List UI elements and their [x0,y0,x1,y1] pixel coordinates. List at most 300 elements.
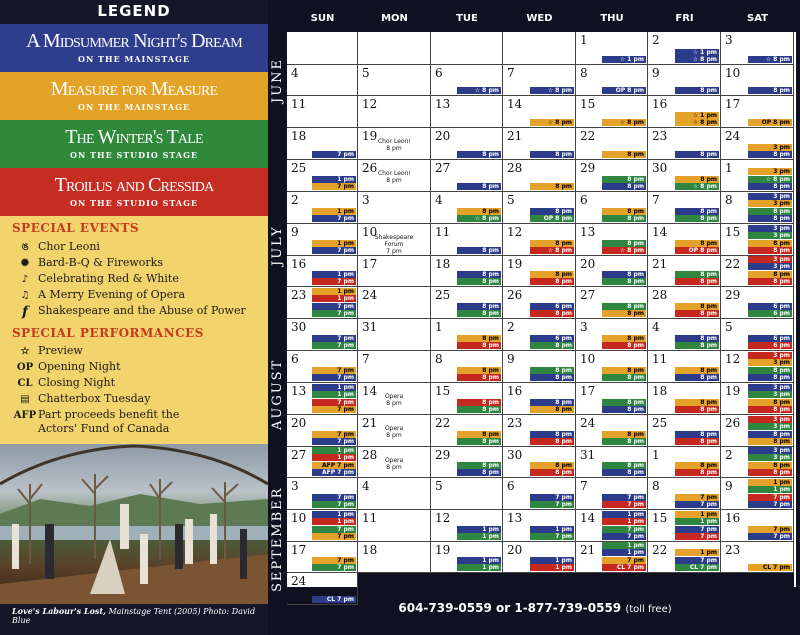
special-events-heading: SPECIAL EVENTS [12,221,140,235]
play-troilus [0,168,268,216]
day-cell [431,256,503,287]
day-cell [431,447,503,478]
performance-bar: ☆ 1 pm [602,56,646,63]
performance-bar: 8 pm [530,240,574,247]
day-number: 14 [507,97,523,111]
performance-bar: 8 pm [602,469,646,476]
day-header-fri: FRI [675,13,694,24]
performance-bar: 8 pm [675,151,719,158]
day-cell [503,32,576,65]
performance-bar: 1 pm [312,295,356,302]
day-number: 23 [652,129,668,143]
day-number: 29 [725,288,741,302]
day-number: 14 [652,225,668,239]
day-header-sat: SAT [747,13,768,24]
performance-bar: 3 pm [748,391,792,398]
performance-bar: 8 pm [675,406,719,413]
performance-bar: 1 pm [675,549,719,556]
performance-bar: 3 pm [748,256,792,263]
performance-bar: 7 pm [312,278,356,285]
day-cell [503,447,576,478]
day-cell [576,478,648,510]
day-number: 26 [507,288,523,302]
day-header-mon: MON [381,13,408,24]
day-number: 10 [725,66,741,80]
day-cell [287,510,358,542]
day-cell [431,32,503,65]
day-cell [503,192,576,224]
special-event-label: Chor Leoni 8 pm [377,170,411,184]
day-number: 3 [291,479,299,493]
performance-bar: 1 pm [312,176,356,183]
chor-leoni-icon: ঙ [21,242,29,253]
day-cell [721,383,794,415]
day-number: 24 [580,416,596,430]
performance-bar: 8 pm [602,374,646,381]
day-cell [576,65,648,96]
performance-bar: 3 pm [748,168,792,175]
day-number: 28 [362,448,378,462]
performance-bar: 7 pm [312,151,356,158]
day-number: 18 [652,384,668,398]
special-event-label: Opera 8 pm [384,425,404,439]
performance-bar: 8 pm [748,399,792,406]
performance-bar: 8 pm [675,431,719,438]
day-cell [576,96,648,128]
day-cell [287,447,358,478]
day-number: 27 [291,448,307,462]
day-cell [431,224,503,256]
performance-bar: 8 pm [530,431,574,438]
performance-bar: 7 pm [675,494,719,501]
performance-bar: 8 pm [457,367,501,374]
performance-bar: 8 pm [602,438,646,445]
event-row: ✺ Bard-B-Q & Fireworks [12,256,163,271]
day-number: 18 [435,257,451,271]
performance-bar: 8 pm [457,406,501,413]
day-number: 13 [435,97,451,111]
day-number: 21 [580,543,596,557]
performance-bar: 1 pm [602,542,646,549]
day-number: 12 [362,97,378,111]
day-cell [648,32,721,65]
day-cell [648,96,721,128]
day-number: 23 [291,288,307,302]
day-number: 9 [507,352,515,366]
day-number: 4 [652,320,660,334]
performance-bar: 8 pm [675,462,719,469]
performance-bar: ☆ 8 pm [675,119,719,126]
performance-bar: 8 pm [748,151,792,158]
performance-bar: 8 pm [675,374,719,381]
performance-bar: 8 pm [457,374,501,381]
day-cell [358,65,431,96]
day-number: 2 [652,33,660,47]
day-cell [721,65,794,96]
day-cell [576,32,648,65]
day-number: 17 [362,257,378,271]
performance-bar: 7 pm [312,310,356,317]
performance-bar: 8 pm [457,208,501,215]
day-cell [648,65,721,96]
day-cell [287,65,358,96]
performance-bar: 7 pm [312,533,356,540]
performance-bar: 6 pm [748,310,792,317]
day-cell [576,160,648,192]
day-number: 15 [435,384,451,398]
performance-bar: 3 pm [748,352,792,359]
day-number: 4 [291,66,299,80]
performance-bar: 8 pm [602,208,646,215]
performance-bar: 3 pm [748,193,792,200]
day-number: 6 [435,66,443,80]
legend-panel [0,0,268,635]
performance-bar: ☆ 8 pm [530,87,574,94]
day-number: 6 [507,479,515,493]
performance-bar: 3 pm [748,447,792,454]
performance-bar: ☆ 8 pm [602,119,646,126]
play-stage: ON THE STUDIO STAGE [69,150,199,160]
performance-bar: 7 pm [602,494,646,501]
day-cell [431,96,503,128]
performance-bar: 1 pm [312,288,356,295]
day-cell [503,96,576,128]
performance-bar: 8 pm [457,431,501,438]
performance-bar: 8 pm [748,247,792,254]
performance-bar: 1 pm [312,208,356,215]
performance-bar: 8 pm [530,151,574,158]
day-number: 7 [580,479,588,493]
performance-bar: 1 pm [675,518,719,525]
day-number: 14 [580,511,596,525]
day-number: 25 [652,416,668,430]
day-number: 24 [291,574,307,588]
day-cell [503,319,576,351]
performance-bar: 8 pm [675,176,719,183]
day-cell [287,128,358,160]
day-number: 27 [435,161,451,175]
day-number: 21 [507,129,523,143]
performance-bar: 8 pm [748,183,792,190]
performance-bar: 1 pm [312,240,356,247]
day-cell [648,383,721,415]
day-cell [721,32,794,65]
performance-bar: 8 pm [675,310,719,317]
performance-bar: 8 pm [675,271,719,278]
day-number: 29 [580,161,596,175]
day-cell [287,415,358,447]
day-number: 31 [362,320,378,334]
day-cell [576,319,648,351]
day-number: 1 [652,448,660,462]
day-number: 20 [435,129,451,143]
day-number: 16 [725,511,741,525]
day-number: 4 [362,479,370,493]
day-number: 5 [362,66,370,80]
day-cell [358,351,431,383]
day-cell [503,224,576,256]
performance-bar: 7 pm [312,367,356,374]
day-number: 26 [725,416,741,430]
day-number: 17 [291,543,307,557]
day-number: 13 [291,384,307,398]
performance-bar: 7 pm [312,406,356,413]
day-header-tue: TUE [456,13,478,24]
day-cell [431,510,503,542]
day-header-wed: WED [526,13,553,24]
day-cell [287,351,358,383]
performance-bar: 8 pm [530,208,574,215]
performance-bar: 8 pm [457,310,501,317]
performance-bar: 8 pm [457,438,501,445]
day-number: 8 [435,352,443,366]
performance-bar: 8 pm [530,406,574,413]
performance-bar: 7 pm [602,533,646,540]
day-header-sun: SUN [310,13,335,24]
day-number: 18 [291,129,307,143]
day-cell [287,478,358,510]
day-cell [576,351,648,383]
day-number: 10 [580,352,596,366]
performance-bar: 1 pm [457,564,501,571]
day-cell [503,256,576,287]
day-number: 25 [291,161,307,175]
book-icon: ▤ [20,394,30,405]
performance-bar: 8 pm [457,247,501,254]
performance-bar: 7 pm [312,183,356,190]
star-icon: ☆ [20,346,30,357]
day-cell [721,160,794,192]
day-cell [431,478,503,510]
day-cell [576,542,648,573]
performance-bar: 1 pm [602,511,646,518]
day-cell [287,160,358,192]
day-cell [503,510,576,542]
day-cell [287,542,358,573]
performance-bar: 1 pm [312,518,356,525]
wine-glass-icon: ♪ [21,274,29,285]
day-number: 30 [652,161,668,175]
performance-bar: 7 pm [312,526,356,533]
day-cell [648,287,721,319]
performance-bar: ☆ 8 pm [530,119,574,126]
day-cell [648,192,721,224]
day-number: 30 [291,320,307,334]
performance-bar: CL 7 pm [602,564,646,571]
calendar-grid [287,32,796,603]
day-number: 16 [652,97,668,111]
day-number: 9 [652,66,660,80]
day-cell [503,65,576,96]
day-number: 14 [362,384,378,398]
performance-bar: 1 pm [312,447,356,454]
day-cell [503,478,576,510]
day-cell [576,415,648,447]
day-number: 11 [652,352,668,366]
performance-bar: 1 pm [312,384,356,391]
special-event-label: Chor Leoni 8 pm [377,138,411,152]
performance-bar: CL 7 pm [312,596,356,603]
day-number: 15 [725,225,741,239]
day-cell [358,96,431,128]
performance-bar: 3 pm [748,263,792,270]
performance-bar: OP 8 pm [530,215,574,222]
photo-caption: Love's Labour's Lost, Mainstage Tent (2005) Photo: David Blue [12,606,256,625]
day-cell [648,542,721,573]
performance-bar: 6 pm [530,335,574,342]
day-number: 5 [725,320,733,334]
performance-bar: 8 pm [602,183,646,190]
day-number: 19 [435,543,451,557]
event-row: ঙ Chor Leoni [12,240,100,255]
play-midsummer [0,24,268,72]
performance-bar: 8 pm [602,176,646,183]
special-event-label: Shakespeare Forum 7 pm [374,234,414,255]
performance-bar: 7 pm [312,247,356,254]
performance-bar: 8 pm [602,310,646,317]
day-cell [721,96,794,128]
performance-bar: 8 pm [457,469,501,476]
day-cell [287,96,358,128]
performance-bar: 7 pm [312,438,356,445]
performance-bar: 8 pm [675,215,719,222]
play-title: Measure for Measure [50,78,218,100]
play-measure [0,72,268,120]
production-photo [0,444,268,604]
performance-bar: ☆ 8 pm [748,176,792,183]
performance-bar: AFP 7 pm [312,462,356,469]
performance-bar: 3 pm [748,144,792,151]
day-cell [721,128,794,160]
performance-bar: OP 8 pm [602,87,646,94]
day-cell [358,256,431,287]
day-number: 27 [580,288,596,302]
performance-bar: OP 8 pm [748,119,792,126]
performance-bar: CL 7 pm [675,564,719,571]
performance-bar: 7 pm [530,533,574,540]
fireworks-icon: ✺ [20,258,30,269]
performance-bar: 3 pm [748,416,792,423]
event-row: ♫ A Merry Evening of Opera [12,288,185,303]
performance-bar: 8 pm [457,278,501,285]
day-number: 19 [507,257,523,271]
performance-bar: 8 pm [457,151,501,158]
play-stage: ON THE STUDIO STAGE [69,198,199,208]
day-number: 23 [507,416,523,430]
performance-bar: 8 pm [675,342,719,349]
performance-bar: 8 pm [675,469,719,476]
day-cell [721,192,794,224]
day-cell [648,160,721,192]
day-number: 2 [507,320,515,334]
day-number: 15 [652,511,668,525]
performance-bar: 7 pm [312,215,356,222]
perf-row: AFP Part proceeds benefit the [13,408,180,421]
day-number: 9 [725,479,733,493]
day-cell [431,542,503,573]
phone-line: 604-739-0559 or 1-877-739-0559 (toll free) [398,601,672,615]
day-header-thu: THU [600,13,624,24]
performance-bar: 7 pm [312,374,356,381]
performance-bar: 1 pm [457,533,501,540]
day-cell [648,415,721,447]
performance-bar: 8 pm [748,431,792,438]
day-cell [287,192,358,224]
day-cell [721,224,794,256]
performance-bar: 1 pm [530,564,574,571]
performance-bar: 7 pm [312,431,356,438]
day-number: 6 [580,193,588,207]
performance-bar: 8 pm [675,278,719,285]
day-cell [431,192,503,224]
day-cell [576,224,648,256]
performance-bar: ☆ 8 pm [602,247,646,254]
day-number: 22 [435,416,451,430]
month-label-august: AUGUST [270,358,285,430]
performance-bar: 1 pm [312,391,356,398]
performance-bar: 8 pm [602,215,646,222]
performance-bar: 8 pm [675,335,719,342]
performance-bar: 1 pm [602,549,646,556]
day-cell [576,256,648,287]
month-label-july: JULY [270,225,285,267]
day-number: 18 [362,543,378,557]
performance-bar: 1 pm [602,518,646,525]
month-label-june: JUNE [270,57,285,103]
day-cell [721,447,794,478]
quill-icon: f [21,304,29,320]
day-cell [503,383,576,415]
day-cell [721,351,794,383]
performance-bar: 1 pm [312,454,356,461]
calendar [270,0,800,635]
performance-bar: 8 pm [602,151,646,158]
performance-bar: 8 pm [602,462,646,469]
day-cell [431,160,503,192]
day-cell [358,192,431,224]
performance-bar: 1 pm [530,526,574,533]
day-number: 28 [652,288,668,302]
performance-bar: 8 pm [530,469,574,476]
day-number: 4 [435,193,443,207]
day-number: 16 [291,257,307,271]
performance-bar: 8 pm [602,303,646,310]
performance-bar: 8 pm [457,462,501,469]
day-cell [576,287,648,319]
day-cell [358,32,431,65]
day-cell [503,351,576,383]
day-cell [287,287,358,319]
day-number: 20 [291,416,307,430]
performance-bar: ☆ 1 pm [675,112,719,119]
day-cell [287,224,358,256]
performance-bar: 7 pm [530,494,574,501]
performance-bar: ☆ 8 pm [748,56,792,63]
day-number: 8 [580,66,588,80]
performance-bar: 8 pm [748,87,792,94]
day-number: 25 [435,288,451,302]
day-cell [648,256,721,287]
performance-bar: 7 pm [312,342,356,349]
day-number: 8 [652,479,660,493]
performance-bar: 7 pm [312,399,356,406]
day-number: 5 [435,479,443,493]
day-cell [648,351,721,383]
day-cell [721,510,794,542]
performance-bar: 7 pm [675,557,719,564]
play-title: Troilus and Cressida [54,174,214,196]
day-cell [287,383,358,415]
